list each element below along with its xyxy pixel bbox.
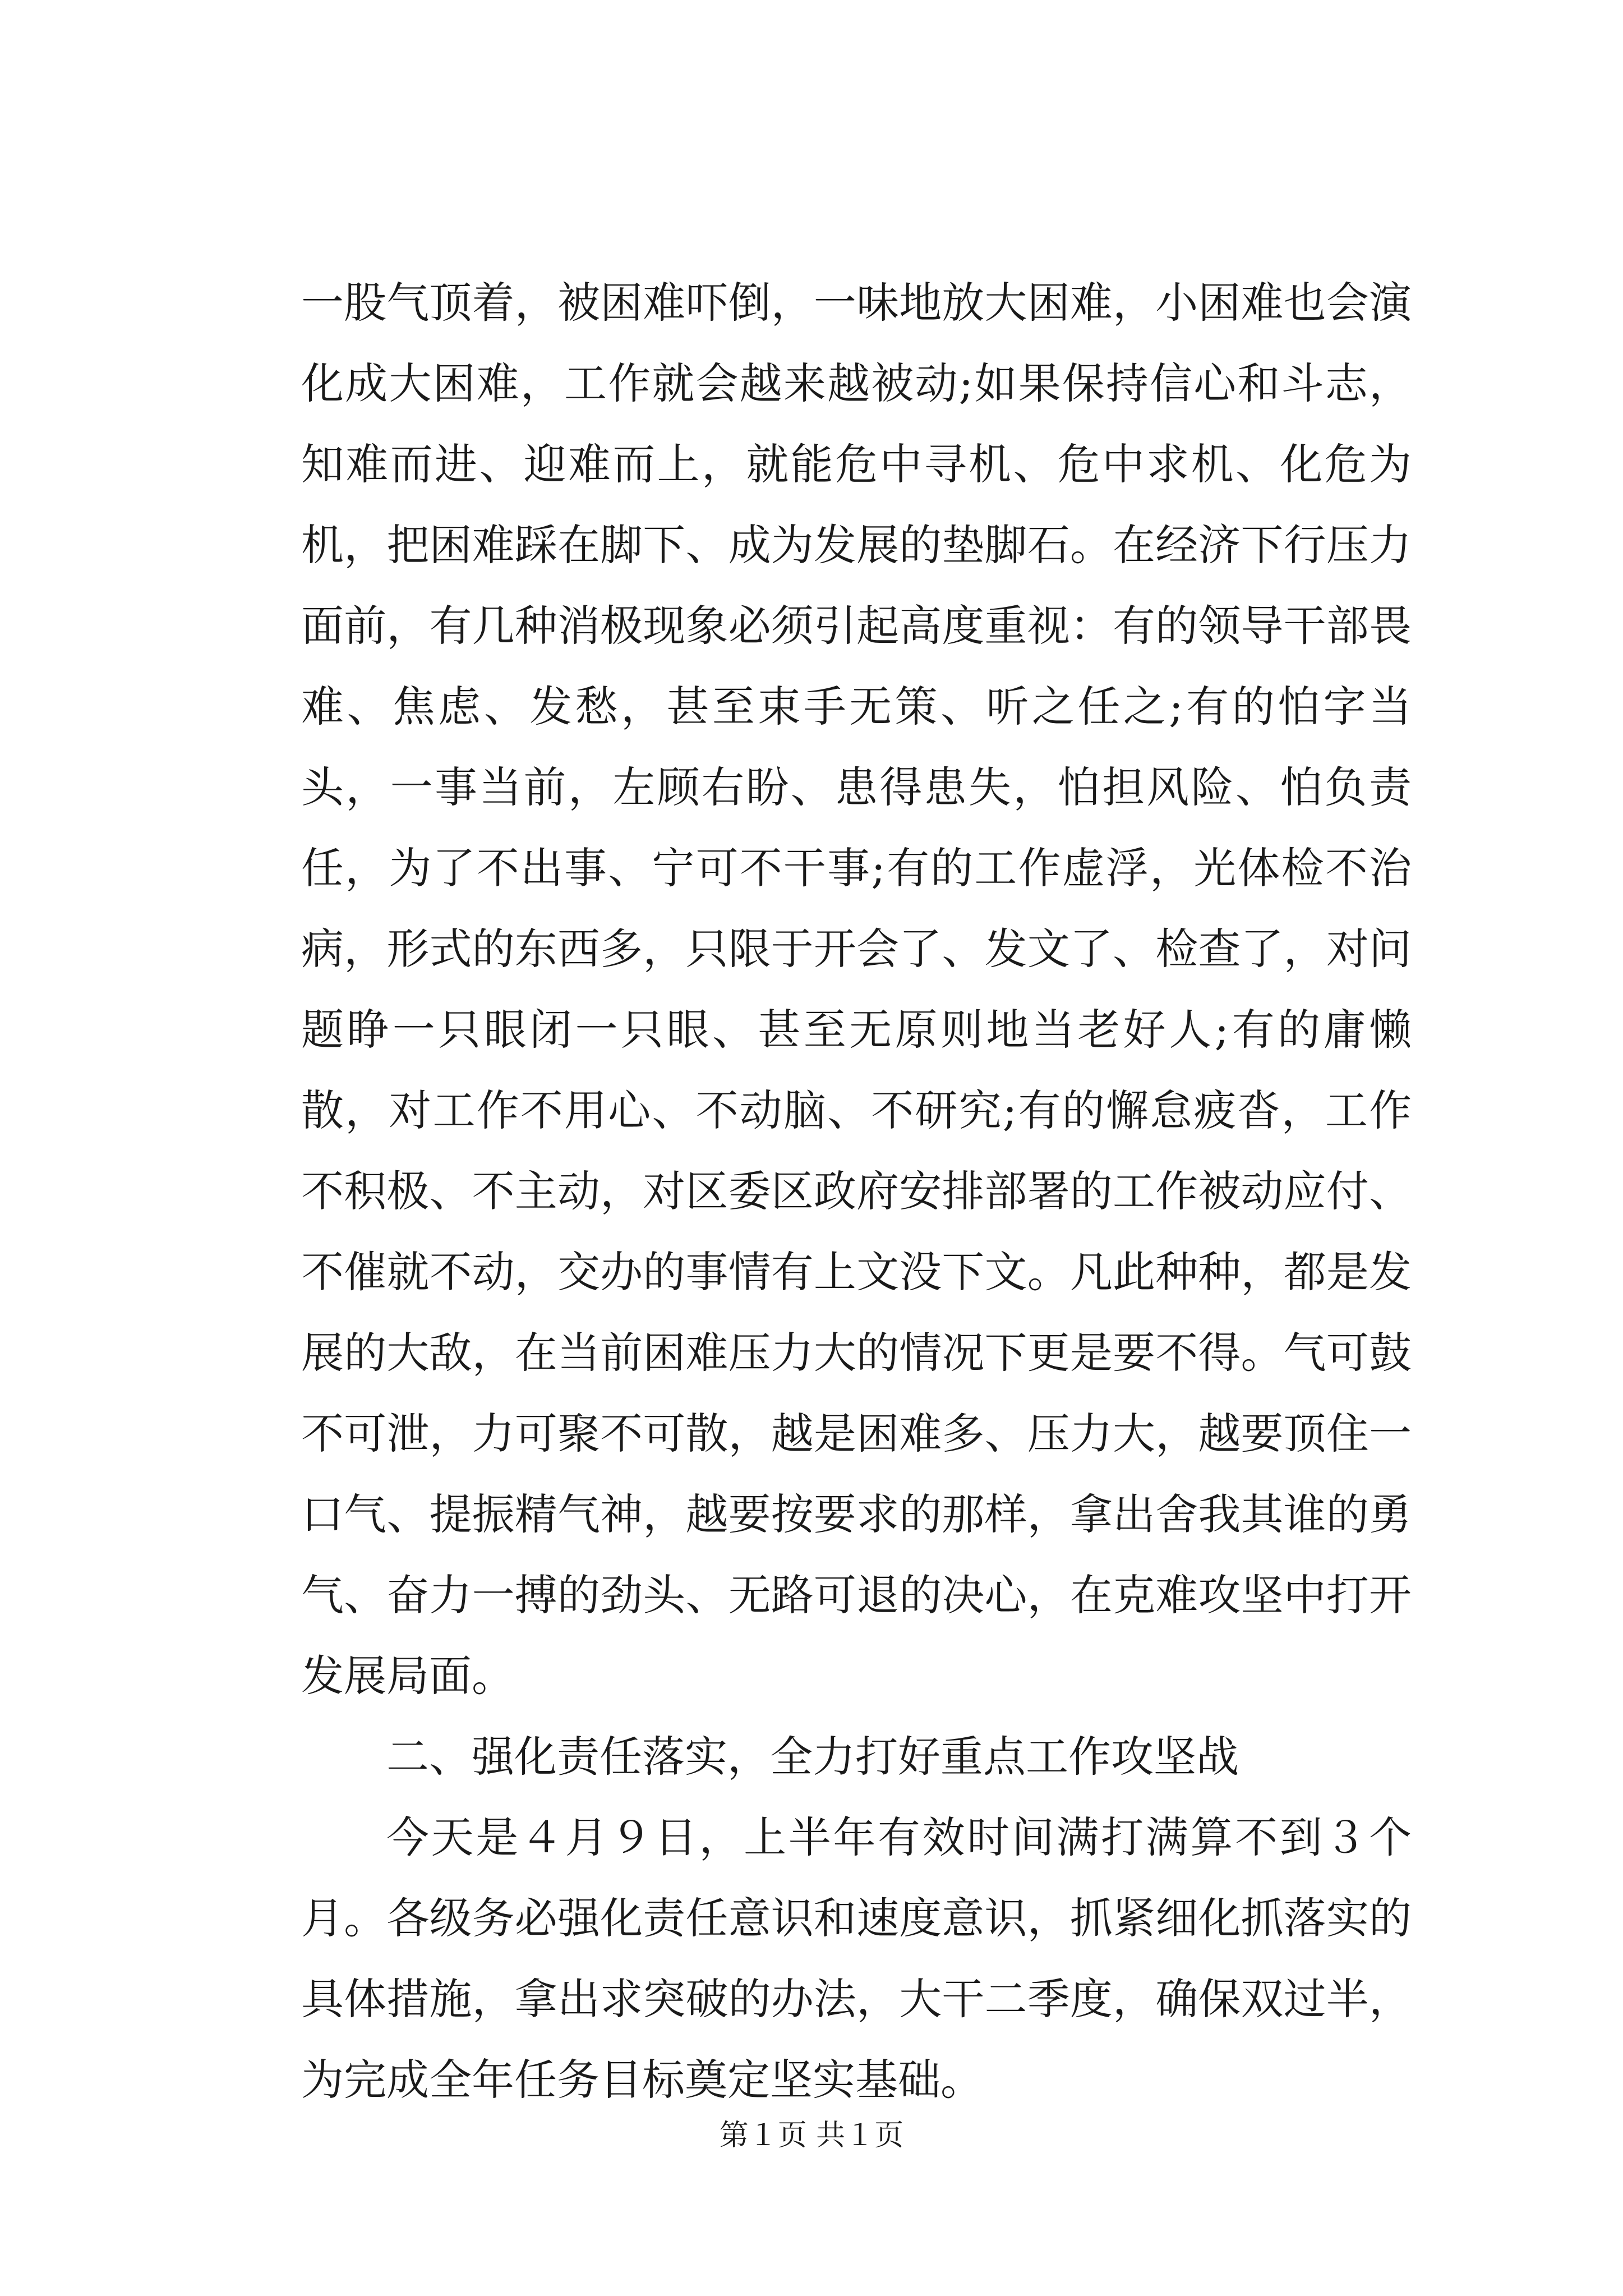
- page-footer: [0, 2116, 1623, 2155]
- document-body: [301, 263, 1412, 2120]
- page-number: 第１页 共１页: [719, 2119, 904, 2152]
- section-heading: 二、强化责任落实，全力打好重点工作攻坚战: [386, 1732, 1239, 1782]
- body-paragraph: 今天是４月９日，上半年有效时间满打满算不到３个月。各级务必强化责任意识和速度意识，抓紧细化抓落实的具体措施，拿出求突破的办法，大干二季度，确保双过半，为完成全年任务目标奠定坚实基础。: [301, 1812, 1412, 2105]
- body-paragraph: 一股气顶着，被困难吓倒，一味地放大困难，小困难也会演化成大困难，工作就会越来越被动;如果保持信心和斗志，知难而进、迎难而上，就能危中寻机、危中求机、化危为机，把困难踩在脚下、成为发展的垫脚石。在经济下行压力面前，有几种消极现象必须引起高度重视：有的领导干部畏难、焦虑、发愁，甚至束手无策、听之任之;有的怕字当头，一事当前，左顾右盼、患得患失，怕担风险、怕负责任，为了不出事、宁可不干事;有的工作虚浮，光体检不治病，形式的东西多，只限于开会了、发文了、检查了，对问题睁一只眼闭一只眼、甚至无原则地当老好人;有的庸懒散，对工作不用心、不动脑、不研究;有的懈怠疲沓，工作不积极、不主动，对区委区政府安排部署的工作被动应付、不催就不动，交办的事情有上文没下文。凡此种种，都是发展的大敌，在当前困难压力大的情况下更是要不得。气可鼓不可泄，力可聚不可散，越是困难多、压力大，越要顶住一口气、提振精气神，越要按要求的那样，拿出舍我其谁的勇气、奋力一搏的劲头、无路可退的决心，在克难攻坚中打开发展局面。: [301, 278, 1412, 1701]
